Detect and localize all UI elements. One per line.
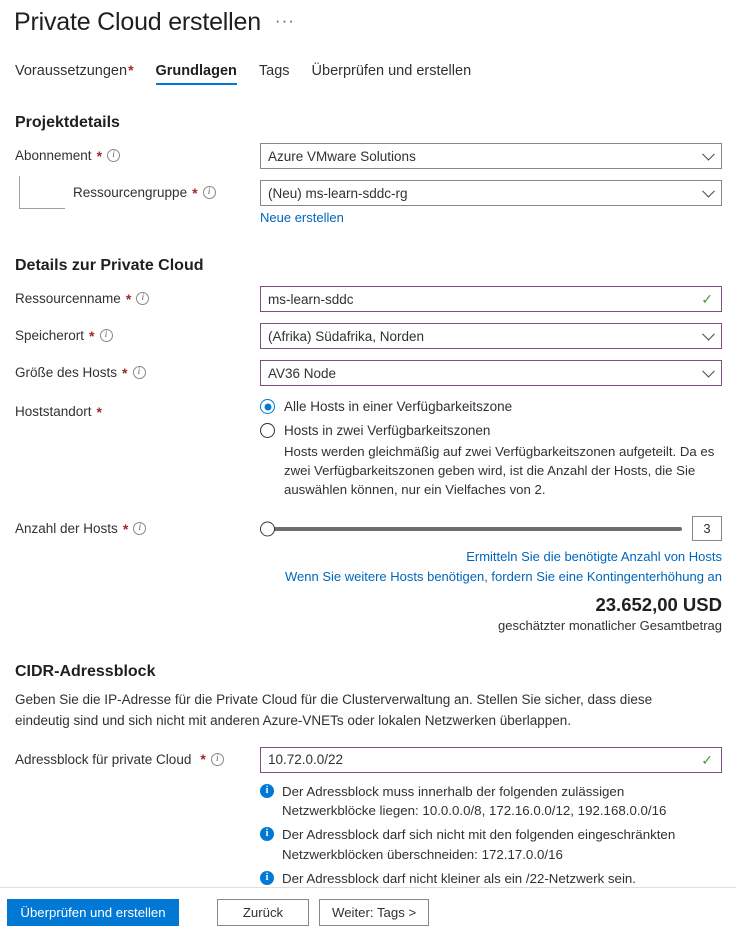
label-abonnement	[15, 143, 260, 163]
required-marker: *	[96, 403, 102, 420]
label-text: Anzahl der Hosts	[15, 521, 118, 537]
tab-ueberpruefen-und-erstellen[interactable]	[312, 63, 472, 85]
info-icon[interactable]: i	[107, 149, 120, 162]
more-options-icon[interactable]: ···	[274, 11, 295, 30]
required-marker: *	[122, 364, 128, 381]
resource-group-tree-connector	[19, 176, 65, 209]
valid-check-icon: ✓	[701, 751, 713, 768]
tab-voraussetzungen[interactable]	[15, 63, 134, 85]
tab-tags[interactable]	[259, 63, 290, 85]
chevron-down-icon	[702, 365, 715, 378]
cidr-description: Geben Sie die IP-Adresse für die Private Cloud für die Clusterverwaltung an. Stellen Sie sicher, dass diese eindeutig sind und sich nicht mit anderen Azure-VNETs oder lokalen Netzwerken überlappen.	[15, 692, 653, 728]
host-count-links	[260, 547, 722, 586]
wizard-tabs	[0, 37, 736, 85]
label-text: Größe des Hosts	[15, 365, 118, 380]
control-ressourcenname	[260, 286, 722, 312]
label-text: Ressourcenname	[15, 291, 121, 306]
chevron-down-icon	[702, 328, 715, 341]
section-title-private-cloud-details: Details zur Private Cloud	[15, 257, 204, 274]
back-button[interactable]: Zurück	[217, 899, 309, 926]
info-icon[interactable]: i	[133, 522, 146, 535]
next-tags-button[interactable]: Weiter: Tags >	[319, 899, 429, 926]
estimated-price-caption: geschätzter monatlicher Gesamtbetrag	[498, 618, 722, 634]
resource-name-value: ms-learn-sddc	[268, 291, 354, 307]
control-anzahl-hosts	[260, 516, 722, 633]
required-marker: *	[125, 290, 132, 307]
required-marker: *	[200, 751, 206, 768]
subscription-dropdown[interactable]	[260, 143, 722, 169]
label-text: Hoststandort	[15, 404, 92, 419]
field-row-abonnement	[15, 143, 722, 169]
radio-icon-selected[interactable]	[260, 399, 275, 414]
tab-label: Grundlagen	[155, 63, 237, 79]
cidr-note	[260, 782, 722, 821]
wizard-footer	[0, 887, 736, 937]
control-hoststandort	[260, 399, 722, 499]
control-hostgroesse	[260, 360, 722, 386]
info-circle-icon: i	[260, 827, 274, 841]
label-adressblock	[15, 747, 260, 767]
host-size-value: AV36 Node	[268, 365, 337, 381]
page-title: Private Cloud erstellen	[14, 8, 261, 36]
host-size-dropdown[interactable]	[260, 360, 722, 386]
info-circle-icon: i	[260, 784, 274, 798]
page-header	[0, 0, 736, 37]
host-location-description: Hosts werden gleichmäßig auf zwei Verfügbarkeitszonen aufgeteilt. Da es zwei Verfügbarkeitszonen geben wird, ist die Anzahl der Hosts, die Sie auswählen können, nur ein Vielfaches von 2.	[284, 444, 715, 498]
chevron-down-icon	[702, 185, 715, 198]
create-new-resource-group-link[interactable]: Neue erstellen	[260, 210, 344, 225]
field-row-anzahl-hosts	[15, 516, 722, 633]
required-marker: *	[96, 147, 103, 164]
address-block-input[interactable]	[260, 747, 722, 773]
review-and-create-button[interactable]: Überprüfen und erstellen	[7, 899, 179, 926]
label-text: Abonnement	[15, 148, 92, 163]
field-row-ressourcengruppe	[15, 180, 722, 227]
label-text: Adressblock für private Cloud	[15, 751, 192, 767]
field-row-ressourcenname	[15, 286, 722, 312]
label-hostgroesse	[15, 360, 260, 380]
cidr-note-text: Der Adressblock darf nicht kleiner als ein /22-Netzwerk sein.	[282, 870, 636, 886]
field-row-adressblock	[15, 747, 722, 888]
info-icon[interactable]: i	[203, 186, 216, 199]
radio-option-single-zone[interactable]	[260, 399, 722, 414]
info-icon[interactable]: i	[100, 329, 113, 342]
field-row-speicherort	[15, 323, 722, 349]
tab-label: Tags	[258, 63, 290, 79]
cidr-note-text: Der Adressblock darf sich nicht mit den folgenden eingeschränkten Netzwerkblöcken überschneiden: 172.17.0.0/16	[282, 827, 676, 862]
required-marker: *	[192, 184, 198, 201]
quota-increase-link[interactable]: Wenn Sie weitere Hosts benötigen, fordern Sie eine Kontingenterhöhung an	[285, 568, 722, 584]
calculate-hosts-link[interactable]: Ermitteln Sie die benötigte Anzahl von Hosts	[466, 549, 722, 565]
slider-thumb[interactable]	[260, 521, 275, 536]
tab-label: Voraussetzungen	[15, 63, 128, 79]
required-marker: *	[89, 327, 95, 344]
radio-label: Alle Hosts in einer Verfügbarkeitszone	[284, 399, 513, 414]
cidr-notes	[260, 782, 722, 888]
tab-label: Überprüfen und erstellen	[311, 63, 472, 79]
control-abonnement	[260, 143, 722, 169]
control-adressblock	[260, 747, 722, 888]
form-body	[0, 114, 736, 888]
resource-group-value: (Neu) ms-learn-sddc-rg	[268, 185, 408, 201]
section-title-projektdetails: Projektdetails	[15, 114, 120, 131]
info-icon[interactable]: i	[133, 366, 146, 379]
host-count-input[interactable]: 3	[692, 516, 722, 541]
host-count-slider-group	[260, 516, 722, 541]
control-ressourcengruppe	[260, 180, 722, 227]
cidr-note	[260, 869, 722, 888]
label-hoststandort	[15, 399, 260, 419]
label-anzahl-hosts	[15, 516, 260, 536]
location-value: (Afrika) Südafrika, Norden	[268, 328, 425, 344]
label-text: Speicherort	[15, 328, 85, 343]
tab-grundlagen[interactable]	[156, 63, 237, 85]
section-title-cidr: CIDR-Adressblock	[15, 663, 156, 681]
required-marker: *	[128, 62, 134, 78]
control-speicherort	[260, 323, 722, 349]
field-row-hostgroesse	[15, 360, 722, 386]
radio-icon-unselected[interactable]	[260, 423, 275, 438]
field-row-hoststandort	[15, 399, 722, 499]
valid-check-icon: ✓	[701, 291, 713, 307]
location-dropdown[interactable]	[260, 323, 722, 349]
required-marker: *	[122, 520, 129, 537]
radio-label: Hosts in zwei Verfügbarkeitszonen	[284, 423, 491, 438]
address-block-value: 10.72.0.0/22	[268, 752, 344, 768]
info-icon[interactable]: i	[211, 753, 224, 766]
chevron-down-icon	[702, 148, 715, 161]
cidr-note	[260, 825, 722, 864]
subscription-value: Azure VMware Solutions	[268, 148, 416, 164]
info-circle-icon: i	[260, 871, 274, 885]
label-text: Ressourcengruppe	[73, 185, 188, 200]
info-icon[interactable]: i	[136, 292, 149, 305]
resource-group-dropdown[interactable]	[260, 180, 722, 206]
estimated-price: 23.652,00 USD	[595, 594, 722, 616]
resource-name-input[interactable]	[260, 286, 722, 312]
label-ressourcenname	[15, 286, 260, 306]
label-speicherort	[15, 323, 260, 343]
cidr-note-text: Der Adressblock muss innerhalb der folgenden zulässigen Netzwerkblöcke liegen: 10.0.0.0/8, 172.16.0.0/12, 192.168.0.0/16	[282, 783, 667, 819]
radio-option-two-zones[interactable]	[260, 423, 722, 438]
host-count-slider[interactable]	[267, 527, 682, 531]
